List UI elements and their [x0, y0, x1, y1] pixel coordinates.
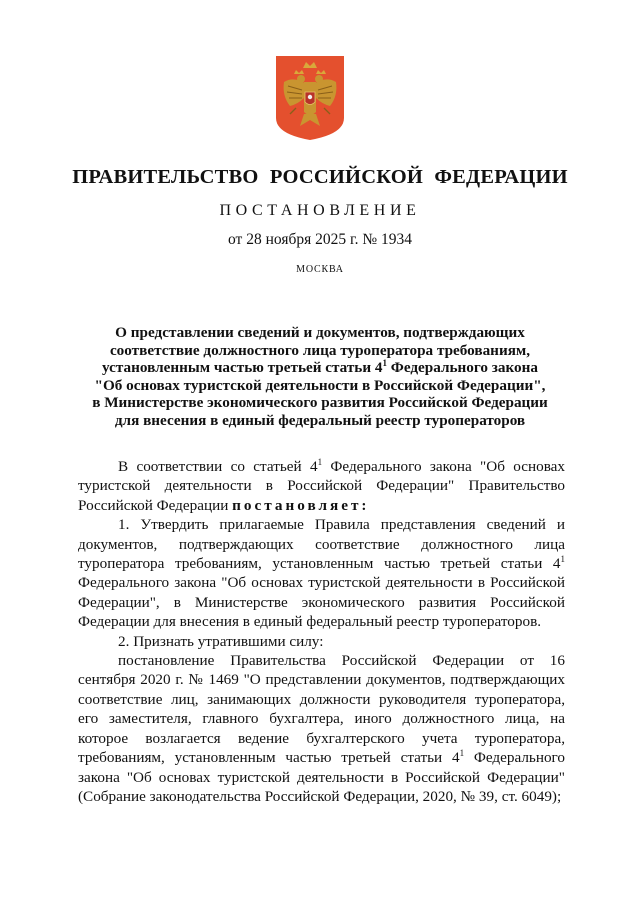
superscript: 1: [560, 554, 565, 565]
document-heading: [80, 324, 560, 429]
document-body: [78, 457, 565, 806]
heading-line: соответствие должностного лица туроператора требованиям,: [109, 341, 531, 359]
document-date-number: от 28 ноября 2025 г. № 1934: [228, 231, 412, 248]
heading-text: Федерального закона: [386, 359, 538, 376]
decree-word: постановляет:: [232, 496, 370, 514]
heading-line: О представлении сведений и документов, подтверждающих: [115, 324, 525, 341]
paragraph-text: Федерального закона "Об основах туристской деятельности в Российской Федерации" (Собрание законодательства Российской Федерации, 2020, № 39, ст. 6049);: [78, 749, 565, 805]
heading-line: "Об основах туристской деятельности в Российской Федерации",: [94, 376, 546, 394]
document-city: МОСКВА: [296, 264, 344, 275]
item-1-paragraph: [78, 515, 565, 631]
document-type: ПОСТАНОВЛЕНИЕ: [219, 202, 421, 219]
government-title: ПРАВИТЕЛЬСТВО РОССИЙСКОЙ ФЕДЕРАЦИИ: [72, 166, 568, 188]
paragraph-text: постановление Правительства Российской Федерации от 16 сентября 2020 г. № 1469 "О представлении документов, подтверждающих соответствие лиц, занимающих должности руководителя туроператора, его заместителя, главного бухгалтера, иного должностного лица, на которое возлагается ведение бухгалтерского учета туроператора, требованиям, установленным частью третьей статьи 4: [78, 652, 565, 767]
heading-line: для внесения в единый федеральный реестр туроператоров: [114, 411, 526, 429]
superscript: 1: [382, 358, 387, 368]
heading-line: в Министерстве экономического развития Российской Федерации: [92, 394, 548, 411]
paragraph-text: Федерального закона "Об основах туристской деятельности в Российской Федерации", в Министерстве экономического развития Российской Федерации для внесения в единый федеральный реестр туроператоров.: [78, 574, 565, 631]
item-2-paragraph: 2. Признать утратившими силу:: [118, 632, 324, 650]
superscript: 1: [459, 748, 465, 759]
superscript: 1: [317, 457, 323, 467]
paragraph-text: Федерального закона "Об основах туристской деятельности в Российской Федерации" Правительство Российской Федерации: [78, 458, 565, 514]
russian-coat-of-arms-icon: [276, 56, 344, 140]
paragraph-text: В соответствии со статьей 4: [118, 458, 318, 475]
heading-line: [80, 359, 560, 377]
heading-text: установленным частью третьей статьи 4: [102, 359, 383, 376]
item-2a-paragraph: [78, 651, 565, 806]
paragraph-text: 1. Утвердить прилагаемые Правила представления сведений и документов, подтверждающих соответствие должностного лица туроператора требованиям, установленным частью третьей статьи 4: [78, 516, 565, 573]
preamble-paragraph: [78, 457, 565, 515]
